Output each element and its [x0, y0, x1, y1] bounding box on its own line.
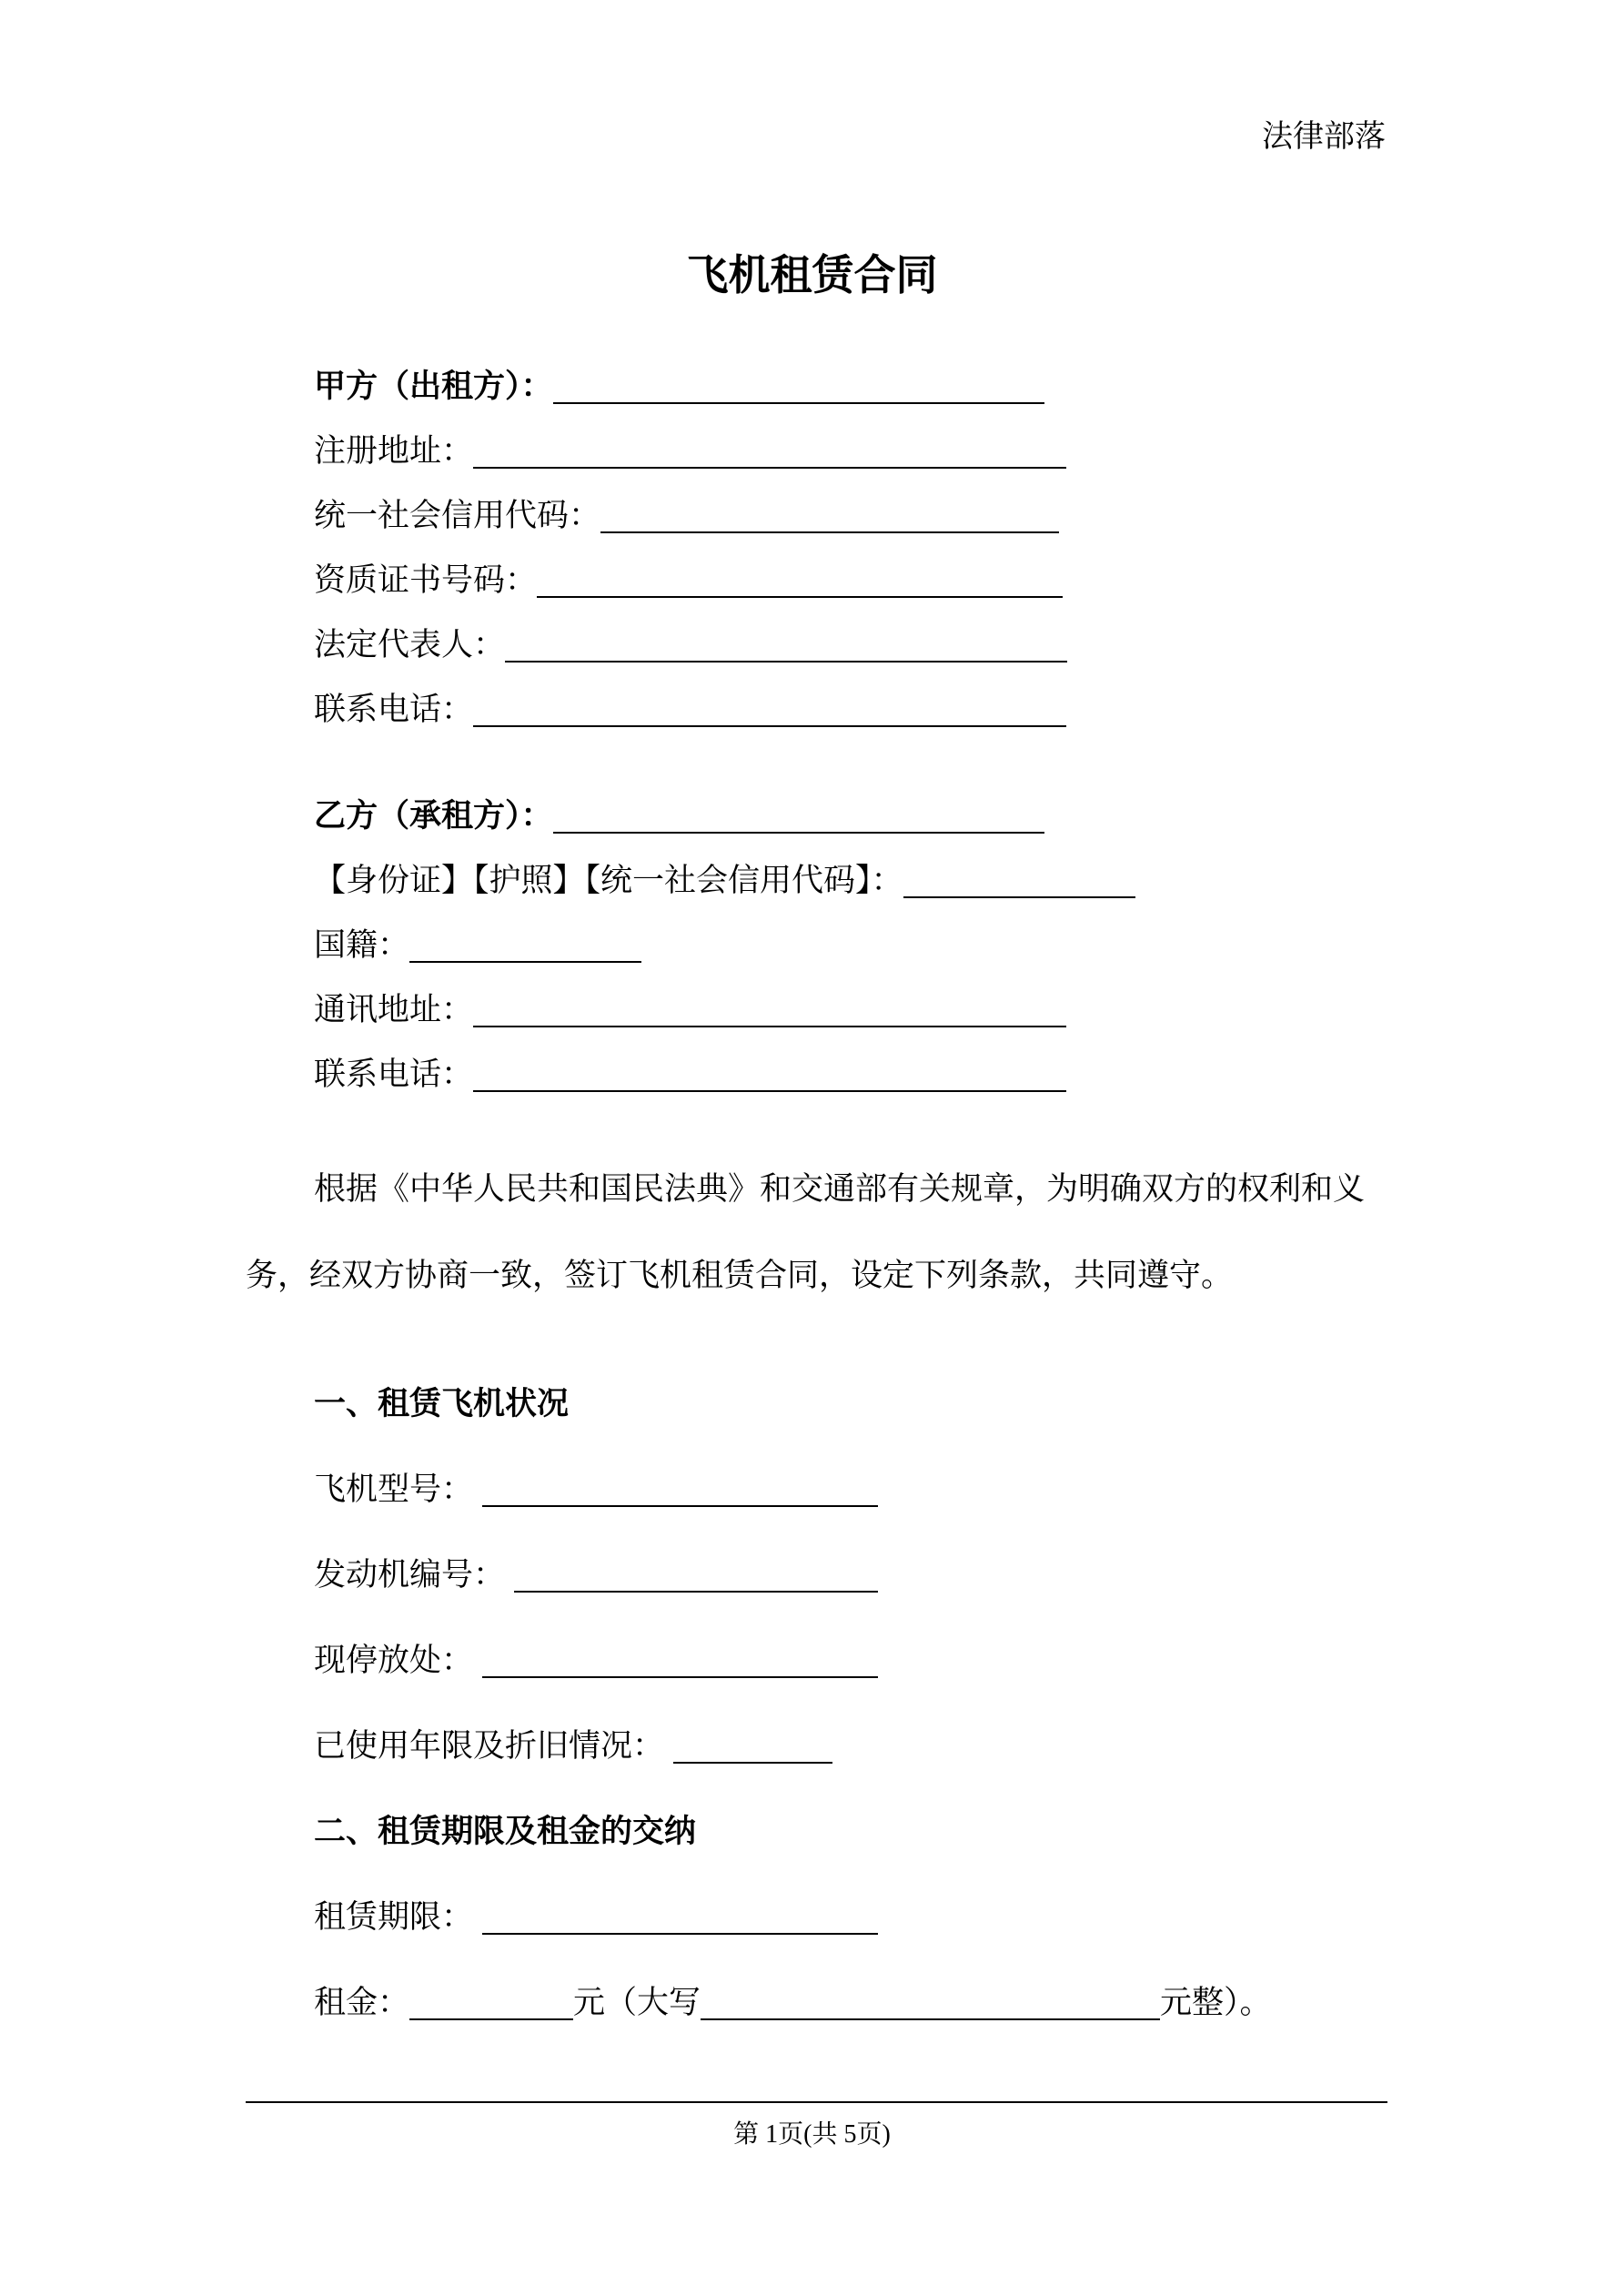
party-b-nationality-label: 国籍：: [314, 927, 410, 964]
party-b-phone-label: 联系电话：: [314, 1057, 474, 1093]
party-a-credit-code-blank[interactable]: [600, 501, 1059, 533]
party-a-heading-row: [314, 366, 1044, 408]
rent-amount-blank[interactable]: [409, 1988, 573, 2020]
usage-depreciation-blank[interactable]: [673, 1731, 832, 1764]
party-b-id-blank[interactable]: [903, 865, 1135, 898]
party-a-address-label: 注册地址：: [314, 433, 474, 470]
footer-divider: [246, 2101, 1387, 2103]
party-a-address-row: [314, 430, 1066, 472]
party-a-phone-row: [314, 689, 1066, 731]
intro-line-1: 根据《中华人民共和国民法典》和交通部有关规章，为明确双方的权利和义: [314, 1171, 1366, 1208]
party-a-certificate-blank[interactable]: [537, 565, 1063, 598]
rent-end-text: 元整）。: [1160, 1985, 1272, 2021]
party-a-certificate-row: [314, 560, 1063, 602]
lease-term-blank[interactable]: [482, 1902, 878, 1935]
party-a-address-blank[interactable]: [473, 436, 1066, 469]
party-b-id-label: 【身份证】【护照】【统一社会信用代码】：: [314, 863, 903, 899]
party-a-representative-row: [314, 624, 1067, 666]
page-number: 第 1页(共 5页): [733, 2120, 891, 2149]
party-b-address-row: [314, 989, 1066, 1031]
lease-term-row: [314, 1896, 878, 1938]
party-a-credit-code-label: 统一社会信用代码：: [314, 498, 601, 534]
party-a-representative-label: 法定代表人：: [314, 627, 506, 663]
party-b-address-blank[interactable]: [473, 995, 1066, 1027]
party-b-nationality-row: [314, 925, 641, 966]
parking-location-row: [314, 1640, 878, 1682]
party-a-heading: 甲方（出租方）：: [314, 369, 553, 405]
engine-number-blank[interactable]: [514, 1560, 878, 1593]
rent-unit-text: 元（大写: [573, 1985, 701, 2021]
lease-term-label: 租赁期限：: [314, 1899, 474, 1936]
header-brand: 法律部落: [1262, 118, 1386, 155]
party-a-phone-blank[interactable]: [473, 694, 1066, 727]
parking-location-blank[interactable]: [482, 1645, 878, 1678]
rent-label: 租金：: [314, 1985, 410, 2021]
aircraft-model-row: [314, 1469, 878, 1511]
engine-number-row: [314, 1554, 878, 1596]
party-a-certificate-label: 资质证书号码：: [314, 562, 538, 599]
contract-title: 飞机租赁合同: [686, 250, 938, 299]
party-a-credit-code-row: [314, 495, 1059, 537]
usage-depreciation-row: [314, 1725, 832, 1767]
party-a-name-blank[interactable]: [553, 371, 1044, 404]
engine-number-label: 发动机编号：: [314, 1557, 506, 1593]
parking-location-label: 现停放处：: [314, 1643, 474, 1679]
section-1-heading: 一、租赁飞机状况: [314, 1386, 570, 1422]
party-a-representative-blank[interactable]: [505, 630, 1067, 663]
party-b-heading: 乙方（承租方）：: [314, 798, 553, 834]
aircraft-model-label: 飞机型号：: [314, 1472, 474, 1508]
party-b-id-row: [314, 860, 1135, 902]
usage-depreciation-label: 已使用年限及折旧情况：: [314, 1728, 665, 1765]
rent-row: [314, 1982, 1272, 2024]
party-b-address-label: 通讯地址：: [314, 992, 474, 1028]
party-a-phone-label: 联系电话：: [314, 692, 474, 728]
party-b-phone-blank[interactable]: [473, 1059, 1066, 1092]
party-b-heading-row: [314, 795, 1044, 837]
section-2-heading: 二、租赁期限及租金的交纳: [314, 1814, 697, 1850]
party-b-phone-row: [314, 1054, 1066, 1096]
intro-line-2: 务，经双方协商一致，签订飞机租赁合同，设定下列条款，共同遵守。: [246, 1258, 1234, 1294]
rent-uppercase-blank[interactable]: [701, 1988, 1160, 2020]
aircraft-model-blank[interactable]: [482, 1474, 878, 1507]
party-b-nationality-blank[interactable]: [409, 930, 641, 963]
party-b-name-blank[interactable]: [553, 801, 1044, 834]
